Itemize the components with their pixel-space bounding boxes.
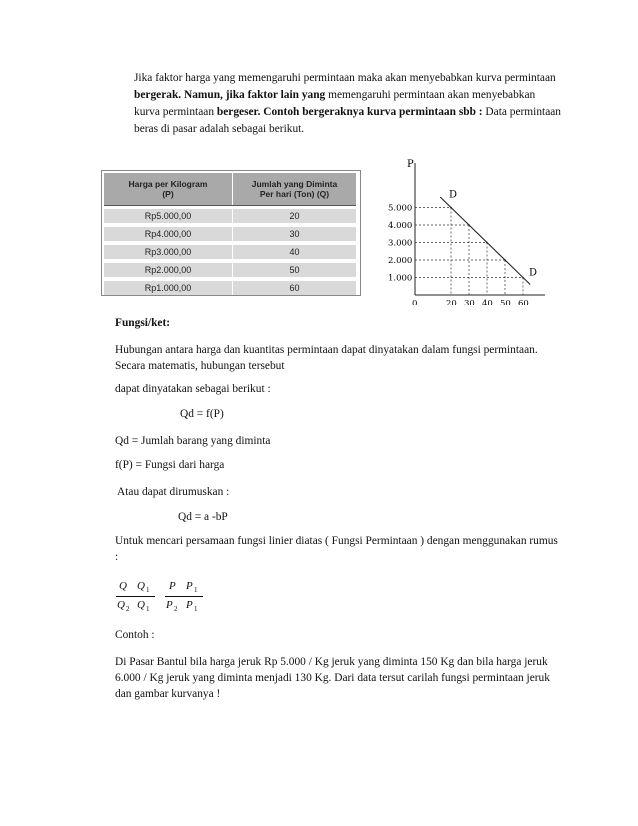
- data-point: [504, 259, 506, 261]
- y-tick-label: 3.000: [388, 238, 413, 249]
- price-cell: Rp3.000,00: [144, 247, 192, 257]
- formula-num-q1: Q: [137, 580, 145, 592]
- intro-line-3: [134, 104, 574, 121]
- x-tick-label: 40: [482, 299, 493, 305]
- y-tick-label: 5.000: [388, 203, 413, 214]
- formula-num-p1-sub: 1: [194, 586, 198, 594]
- price-cell: Rp2.000,00: [144, 265, 192, 275]
- paragraph-1-line-2: Secara matematis, hubungan tersebut: [115, 360, 285, 372]
- y-tick-label: 1.000: [388, 273, 413, 284]
- definition-qd: Qd = Jumlah barang yang diminta: [115, 435, 271, 447]
- x-tick-label: 60: [518, 299, 529, 305]
- paragraph-4-line-1: Untuk mencari persamaan fungsi linier diatas ( Fungsi Permintaan ) dengan menggunakan rumus: [115, 535, 558, 547]
- example-paragraph: [115, 654, 575, 702]
- definition-fp: f(P) = Fungsi dari harga: [115, 459, 225, 471]
- example-line-1: Di Pasar Bantul bila harga jeruk Rp 5.000 / Kg jeruk yang diminta 150 Kg dan bila harga jeruk: [115, 656, 548, 668]
- paragraph-1-line-1: Hubungan antara harga dan kuantitas permintaan dapat dinyatakan dalam fungsi permintaan.: [115, 344, 538, 356]
- paragraph-1: [115, 342, 575, 374]
- table-row: [104, 225, 356, 241]
- table-header: [104, 173, 356, 206]
- y-axis-label: P: [407, 159, 414, 170]
- formula-left-fraction-bar: [116, 596, 155, 597]
- x-tick-label: 30: [464, 299, 475, 305]
- table-row: [104, 261, 356, 277]
- formula-right-fraction-bar: [165, 596, 203, 597]
- table-row: [104, 243, 356, 259]
- x-tick-label: 20: [446, 299, 457, 305]
- demand-curve-line: [440, 197, 530, 285]
- heading-fungsi: Fungsi/ket:: [115, 317, 171, 329]
- contoh-label: Contoh :: [115, 629, 155, 641]
- x-tick-label: 0: [412, 299, 418, 305]
- quantity-cell: 50: [289, 265, 300, 275]
- formula-den-p1: P: [186, 599, 193, 611]
- formula-num-p: P: [169, 580, 176, 592]
- formula-den-q2-sub: 2: [126, 605, 130, 613]
- intro-line-1: Jika faktor harga yang memengaruhi permintaan maka akan menyebabkan kurva permintaan: [134, 72, 556, 84]
- intro-line-2-rest: memengaruhi permintaan akan menyebabkan: [325, 89, 536, 101]
- price-cell: Rp5.000,00: [144, 211, 192, 221]
- header-qty-line1: Jumlah yang Diminta: [251, 179, 338, 189]
- formula-den-q2: Q: [117, 599, 125, 611]
- formula-den-p1-sub: 1: [194, 605, 198, 613]
- y-tick-label: 4.000: [388, 221, 413, 231]
- price-cell: Rp4.000,00: [144, 229, 192, 239]
- curve-label-d-top: D: [449, 189, 458, 201]
- curve-label-d-bottom: D: [529, 267, 538, 279]
- formula-den-p2: P: [166, 599, 173, 611]
- x-tick-label: 50: [500, 299, 511, 305]
- table-row: [104, 279, 356, 295]
- quantity-cell: 20: [289, 211, 300, 221]
- formula-den-q1-sub: 1: [146, 605, 150, 613]
- equation-qd-fp: Qd = f(P): [180, 408, 224, 420]
- table-row: [104, 207, 356, 223]
- formula-num-q1-sub: 1: [146, 586, 150, 594]
- paragraph-3: Atau dapat dirumuskan :: [117, 486, 230, 498]
- intro-line-4: beras di pasar adalah sebagai berikut.: [134, 123, 305, 135]
- formula-den-p2-sub: 2: [174, 605, 178, 613]
- data-point: [468, 224, 470, 226]
- demand-curve-chart: [380, 155, 550, 305]
- example-line-3: dan gambar kurvanya !: [115, 688, 221, 700]
- data-point: [450, 207, 452, 209]
- header-qty-line2: Per hari (Ton) (Q): [259, 189, 330, 199]
- paragraph-4-line-2: :: [115, 551, 119, 563]
- quantity-cell: 40: [289, 247, 300, 257]
- intro-bold-1: bergerak. Namun, jika faktor lain yang: [134, 89, 326, 101]
- example-line-2: 6.000 / Kg jeruk yang diminta menjadi 130 Kg. Dari data tersut carilah fungsi permintaan jeruk: [115, 672, 550, 684]
- header-price-line1: Harga per Kilogram: [128, 179, 208, 189]
- equation-qd-a-bp: Qd = a -bP: [178, 511, 228, 523]
- intro-line-2: [134, 87, 574, 104]
- intro-bold-2: bergeser. Contoh bergeraknya kurva permintaan sbb :: [216, 106, 483, 118]
- paragraph-2: dapat dinyatakan sebagai berikut :: [115, 383, 271, 395]
- formula-num-q: Q: [119, 580, 127, 592]
- paragraph-4: [115, 533, 575, 565]
- quantity-cell: 60: [289, 283, 300, 293]
- intro-paragraph: [134, 70, 574, 138]
- data-point: [486, 242, 488, 244]
- price-cell: Rp1.000,00: [144, 283, 192, 293]
- data-point: [522, 277, 524, 279]
- quantity-cell: 30: [289, 229, 300, 239]
- header-price-line2: (P): [162, 189, 174, 199]
- formula-num-p1: P: [186, 580, 193, 592]
- intro-line-3a: kurva permintaan: [134, 106, 217, 118]
- formula-den-q1: Q: [137, 599, 145, 611]
- header-qty: [233, 173, 356, 205]
- header-price: [104, 173, 232, 205]
- intro-line-3c: Data permintaan: [482, 106, 561, 118]
- y-tick-label: 2.000: [388, 256, 413, 266]
